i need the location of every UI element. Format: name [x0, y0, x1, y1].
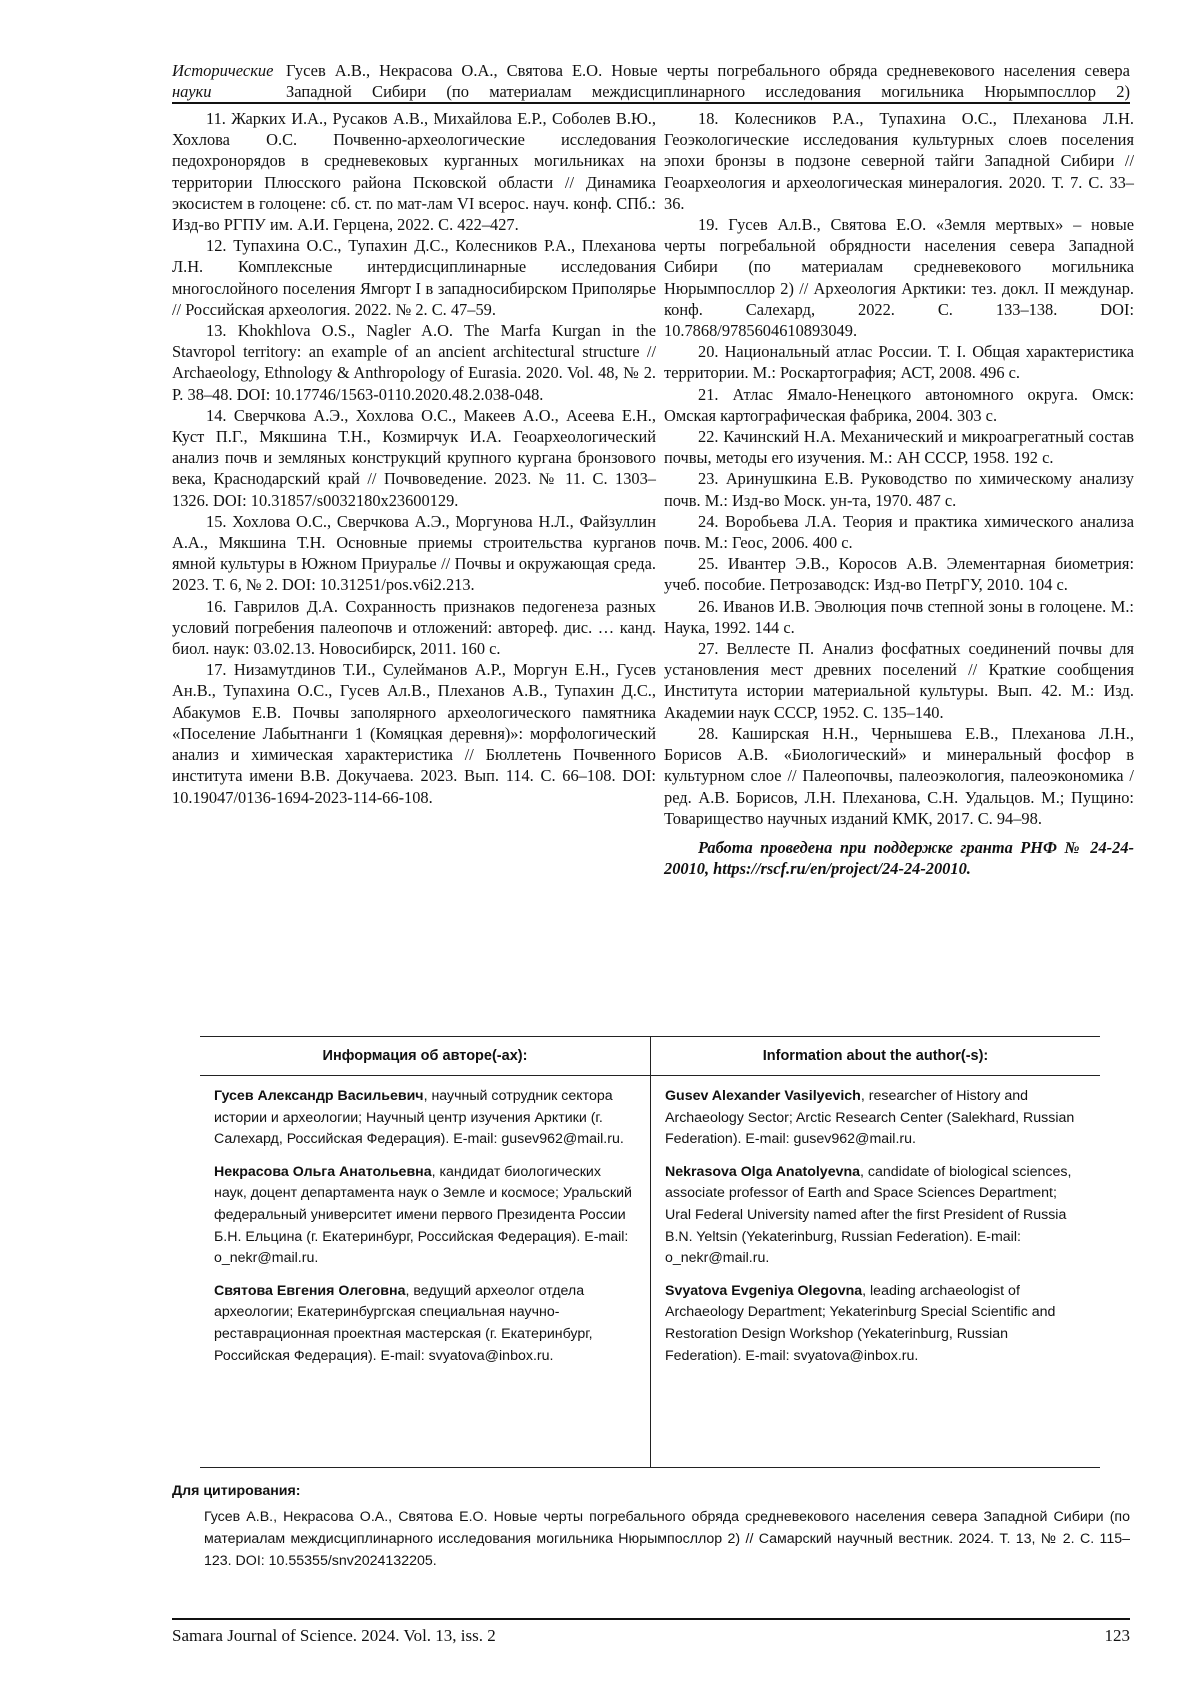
section-name: Исторические науки [172, 61, 274, 101]
author-info-ru [200, 1037, 650, 1467]
reference: 19. Гусев Ал.В., Святова Е.О. «Земля мертвых» – новые черты погребальной обрядности населения севера Западной Сибири (по материалам средневекового могильника Нюрымпосллор 2) // Археология Арктики: тез. докл. II междунар. конф. Салехард, 2022. С. 133–138. DOI: 10.7868/9785604610893049. [664, 215, 1134, 341]
author-entry [665, 1162, 1086, 1270]
reference: 16. Гаврилов Д.А. Сохранность признаков педогенеза разных условий погребения палеопочв и отложений: автореф. дис. … канд. биол. наук: 03.02.13. Новосибирск, 2011. 160 с. [172, 596, 656, 659]
author-details: , кандидат биологических наук, доцент департамента наук о Земле и космосе; Уральский федеральный университет имени первого Президента России Б.Н. Ельцина (г. Екатеринбург, Российская Федерация). E-mail: o_nekr@mail.ru. [214, 1163, 632, 1267]
author-name: Святова Евгения Олеговна [214, 1282, 406, 1299]
author-entry [665, 1086, 1086, 1151]
reference: 15. Хохлова О.С., Сверчкова А.Э., Моргунова Н.Л., Файзуллин А.А., Мякшина Т.Н. Основные приемы строительства курганов ямной культуры в Южном Приуралье // Почвы и окружающая среда. 2023. Т. 6, № 2. DOI: 10.31251/pos.v6i2.213. [172, 511, 656, 595]
reference: 17. Низамутдинов Т.И., Сулейманов А.Р., Моргун Е.Н., Гусев Ан.В., Тупахина О.С., Гусев Ал.В., Плеханов А.В., Тупахин Д.С., Абакумов Е.В. Почвы заполярного археологического памятника «Поселение Лабытнанги 1 (Комяцкая деревня)»: морфологический анализ и химическая характеристика // Бюллетень Почвенного института имени В.В. Докучаева. 2023. Вып. 114. С. 66–108. DOI: 10.19047/0136-1694-2023-114-66-108. [172, 660, 656, 807]
running-header [172, 60, 1130, 104]
author-info-table [200, 1036, 1100, 1468]
citation-heading: Для цитирования: [172, 1483, 301, 1499]
reference: 24. Воробьева Л.А. Теория и практика химического анализа почв. М.: Геос, 2006. 400 с. [664, 511, 1134, 553]
reference: 22. Качинский Н.А. Механический и микроагрегатный состав почвы, методы его изучения. М.: АН СССР, 1958. 192 с. [664, 427, 1134, 468]
references-right-column [664, 108, 1134, 879]
reference: 26. Иванов И.В. Эволюция почв степной зоны в голоцене. М.: Наука, 1992. 144 с. [664, 596, 1134, 637]
reference: 14. Сверчкова А.Э., Хохлова О.С., Макеев А.О., Асеева Е.Н., Куст П.Г., Мякшина Т.Н., Козмирчук И.А. Геоархеологический анализ почв и земляных конструкций крупного кургана бронзового века, Краснодарский край // Почвоведение. 2023. № 11. С. 1303–1326. DOI: 10.31857/s0032180x23600129. [172, 405, 656, 510]
author-info-en [650, 1037, 1100, 1467]
author-info-ru-heading: Информация об авторе(-ах): [200, 1037, 650, 1076]
page-number: 123 [1104, 1626, 1130, 1645]
author-entry [665, 1281, 1086, 1367]
reference: 13. Khokhlova O.S., Nagler A.O. The Marfa Kurgan in the Stavropol territory: an example of an ancient architectural structure // Archaeology, Ethnology & Anthropology of Eurasia. 2020. Vol. 48, № 2. P. 38–48. DOI: 10.17746/1563-0110.2020.48.2.038-048. [172, 321, 656, 404]
references-left-column [172, 108, 656, 808]
reference: 28. Каширская Н.Н., Чернышева Е.В., Плеханова Л.Н., Борисов А.В. «Биологический» и минеральный фосфор в культурном слое // Палеопочвы, палеоэкология, палеоэкономика / ред. А.В. Борисов, Л.Н. Плеханова, С.Н. Удальцов. М.; Пущино: Товарищество научных изданий КМК, 2017. С. 94–98. [664, 723, 1134, 828]
article-title: Гусев А.В., Некрасова О.А., Святова Е.О. Новые черты погребального обряда средневекового населения севера Западной Сибири (по материалам междисциплинарного исследования могильника Нюрымпосллор 2) [286, 61, 1130, 101]
reference: 18. Колесников Р.А., Тупахина О.С., Плеханова Л.Н. Геоэкологические исследования культурных слоев поселения эпохи бронзы в подзоне северной тайги Западной Сибири // Геоархеология и археологическая минералогия. 2020. Т. 7. С. 33–36. [664, 109, 1134, 213]
reference: 23. Аринушкина Е.В. Руководство по химическому анализу почв. М.: Изд-во Моск. ун-та, 1970. 487 с. [664, 469, 1134, 510]
author-entry [214, 1162, 636, 1270]
author-name: Nekrasova Olga Anatolyevna [665, 1163, 861, 1180]
author-details: , leading archaeologist of Archaeology Department; Yekaterinburg Special Scientific and Restoration Design Workshop (Yekaterinburg, Russian Federation). E-mail: svyatova@inbox.ru. [665, 1282, 1056, 1364]
author-name: Гусев Александр Васильевич [214, 1088, 424, 1104]
reference: 25. Ивантер Э.В., Коросов А.В. Элементарная биометрия: учеб. пособие. Петрозаводск: Изд-во ПетрГУ, 2010. 104 с. [664, 554, 1134, 595]
author-name: Gusev Alexander Vasilyevich [665, 1088, 861, 1104]
citation-block [172, 1480, 1130, 1572]
author-details: , candidate of biological sciences, associate professor of Earth and Space Sciences Department; Ural Federal University named after the first President of Russia B.N. Yeltsin (Yekaterinburg, Russian Federation). E-mail: o_nekr@mail.ru. [665, 1163, 1072, 1267]
page-footer [172, 1618, 1130, 1646]
author-entry [214, 1281, 636, 1367]
reference: 27. Веллесте П. Анализ фосфатных соединений почвы для установления мест древних поселений // Краткие сообщения Института истории материальной культуры. Вып. 42. М.: Изд. Академии наук СССР, 1952. С. 135–140. [664, 639, 1134, 722]
citation-text: Гусев А.В., Некрасова О.А., Святова Е.О. Новые черты погребального обряда средневекового населения севера Западной Сибири (по материалам междисциплинарного исследования могильника Нюрымпосллор 2) // Самарский научный вестник. 2024. Т. 13, № 2. С. 115–123. DOI: 10.55355/snv2024132205. [204, 1509, 1130, 1569]
author-details: , научный сотрудник сектора истории и археологии; Научный центр изучения Арктики (г. Салехард, Российская Федерация). E-mail: gusev962@mail.ru. [214, 1088, 624, 1148]
author-details: , ведущий археолог отдела археологии; Екатеринбургская специальная научно-реставрационная проектная мастерская (г. Екатеринбург, Российская Федерация). E-mail: svyatova@inbox.ru. [214, 1282, 593, 1364]
journal-name: Samara Journal of Science. 2024. Vol. 13, iss. 2 [172, 1626, 496, 1645]
author-info-en-heading: Information about the author(-s): [651, 1037, 1100, 1076]
reference: 20. Национальный атлас России. Т. I. Общая характеристика территории. М.: Роскартография; АСТ, 2008. 496 с. [664, 342, 1134, 383]
reference: 12. Тупахина О.С., Тупахин Д.С., Колесников Р.А., Плеханова Л.Н. Комплексные интердисциплинарные исследования многослойного поселения Ямгорт I в западносибирском Приполярье // Российская археология. 2022. № 2. С. 47–59. [172, 236, 656, 319]
reference: 21. Атлас Ямало-Ненецкого автономного округа. Омск: Омская картографическая фабрика, 2004. 303 с. [664, 384, 1134, 425]
author-entry [214, 1086, 636, 1151]
grant-note: Работа проведена при поддержке гранта РНФ № 24-24-20010, https://rscf.ru/en/project/24-24-20010. [664, 837, 1134, 879]
author-name: Svyatova Evgeniya Olegovna [665, 1282, 863, 1299]
reference: 11. Жарких И.А., Русаков А.В., Михайлова Е.Р., Соболев В.Ю., Хохлова О.С. Почвенно-археологические исследования педохронорядов в средневековых курганных могильниках на территории Плюсского района Псковской области // Динамика экосистем в голоцене: сб. ст. по мат-лам VI всерос. науч. конф. СПб.: Изд-во РГПУ им. А.И. Герцена, 2022. С. 422–427. [172, 109, 656, 235]
author-details: , researcher of History and Archaeology Sector; Arctic Research Center (Salekhard, Russian Federation). E-mail: gusev962@mail.ru. [665, 1088, 1075, 1148]
author-name: Некрасова Ольга Анатольевна [214, 1163, 432, 1180]
